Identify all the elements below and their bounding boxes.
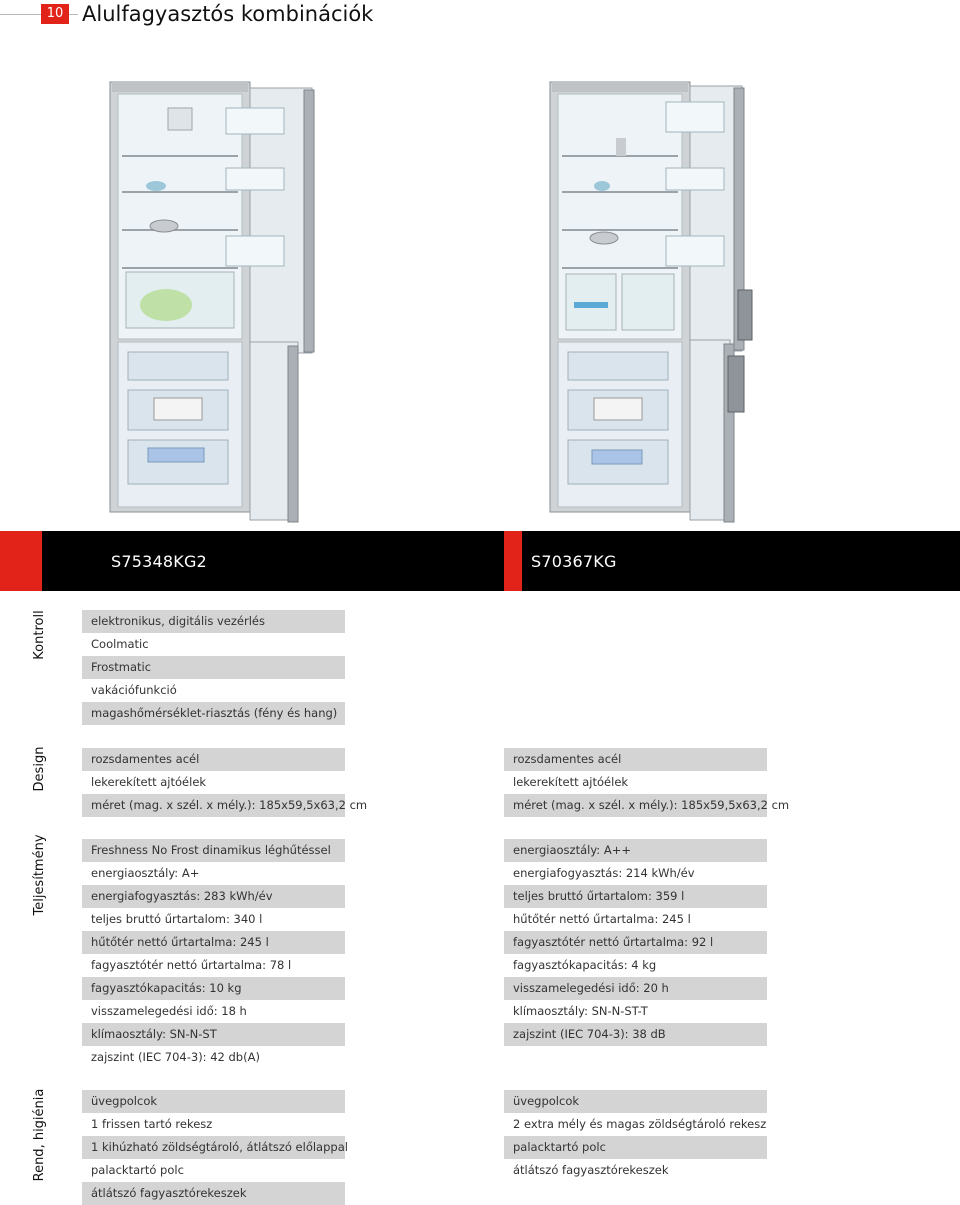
section-label-rend: Rend, higiénia — [32, 1088, 47, 1182]
spec-item: teljes bruttó űrtartalom: 340 l — [82, 908, 345, 931]
spec-list-rend-right — [504, 1090, 767, 1182]
spec-item: zajszint (IEC 704-3): 38 dB — [504, 1023, 767, 1046]
spec-item: klímaosztály: SN-N-ST — [82, 1023, 345, 1046]
model-name-left: S75348KG2 — [111, 552, 207, 571]
band-accent-left — [0, 531, 42, 591]
spec-list-rend-left — [82, 1090, 348, 1205]
spec-item: átlátszó fagyasztórekeszek — [504, 1159, 767, 1182]
spec-item: rozsdamentes acél — [82, 748, 345, 771]
spec-list-teljesitmeny-left — [82, 839, 345, 1069]
spec-item: 2 extra mély és magas zöldségtároló rekesz — [504, 1113, 767, 1136]
spec-item: energiaosztály: A++ — [504, 839, 767, 862]
spec-list-design-left — [82, 748, 368, 817]
spec-item: palacktartó polc — [82, 1159, 345, 1182]
spec-item: zajszint (IEC 704-3): 42 db(A) — [82, 1046, 345, 1069]
spec-item: fagyasztótér nettó űrtartalma: 78 l — [82, 954, 345, 977]
spec-item: átlátszó fagyasztórekeszek — [82, 1182, 345, 1205]
spec-item: rozsdamentes acél — [504, 748, 767, 771]
spec-item: fagyasztókapacitás: 4 kg — [504, 954, 767, 977]
spec-item: hűtőtér nettó űrtartalma: 245 l — [504, 908, 767, 931]
spec-item: fagyasztótér nettó űrtartalma: 92 l — [504, 931, 767, 954]
fridge-image-left — [108, 80, 323, 525]
spec-item: lekerekített ajtóélek — [504, 771, 767, 794]
section-label-design: Design — [32, 746, 47, 792]
spec-item: elektronikus, digitális vezérlés — [82, 610, 345, 633]
spec-item: visszamelegedési idő: 20 h — [504, 977, 767, 1000]
spec-list-design-right — [504, 748, 790, 817]
spec-item: Coolmatic — [82, 633, 345, 656]
section-label-teljesitmeny: Teljesítmény — [32, 834, 47, 916]
spec-item: méret (mag. x szél. x mély.): 185x59,5x63,2 cm — [82, 794, 345, 817]
spec-item: energiaosztály: A+ — [82, 862, 345, 885]
page-title: Alulfagyasztós kombinációk — [82, 2, 374, 26]
spec-item: palacktartó polc — [504, 1136, 767, 1159]
spec-list-kontroll-left — [82, 610, 345, 725]
band-accent-separator — [504, 531, 522, 591]
spec-item: 1 kihúzható zöldségtároló, átlátszó előlappal — [82, 1136, 345, 1159]
spec-item: energiafogyasztás: 214 kWh/év — [504, 862, 767, 885]
spec-list-teljesitmeny-right — [504, 839, 767, 1046]
section-label-kontroll: Kontroll — [32, 610, 47, 660]
spec-item: üvegpolcok — [504, 1090, 767, 1113]
spec-item: lekerekített ajtóélek — [82, 771, 345, 794]
page-number: 10 — [41, 4, 69, 24]
fridge-image-right — [548, 80, 763, 525]
spec-item: visszamelegedési idő: 18 h — [82, 1000, 345, 1023]
spec-item: Frostmatic — [82, 656, 345, 679]
spec-item: fagyasztókapacitás: 10 kg — [82, 977, 345, 1000]
spec-item: teljes bruttó űrtartalom: 359 l — [504, 885, 767, 908]
model-name-right: S70367KG — [531, 552, 617, 571]
spec-item: üvegpolcok — [82, 1090, 345, 1113]
spec-item: magashőmérséklet-riasztás (fény és hang) — [82, 702, 345, 725]
spec-item: méret (mag. x szél. x mély.): 185x59,5x63,2 cm — [504, 794, 767, 817]
spec-item: 1 frissen tartó rekesz — [82, 1113, 345, 1136]
spec-item: hűtőtér nettó űrtartalma: 245 l — [82, 931, 345, 954]
spec-item: energiafogyasztás: 283 kWh/év — [82, 885, 345, 908]
spec-item: klímaosztály: SN-N-ST-T — [504, 1000, 767, 1023]
spec-item: Freshness No Frost dinamikus léghűtéssel — [82, 839, 345, 862]
spec-item: vakációfunkció — [82, 679, 345, 702]
